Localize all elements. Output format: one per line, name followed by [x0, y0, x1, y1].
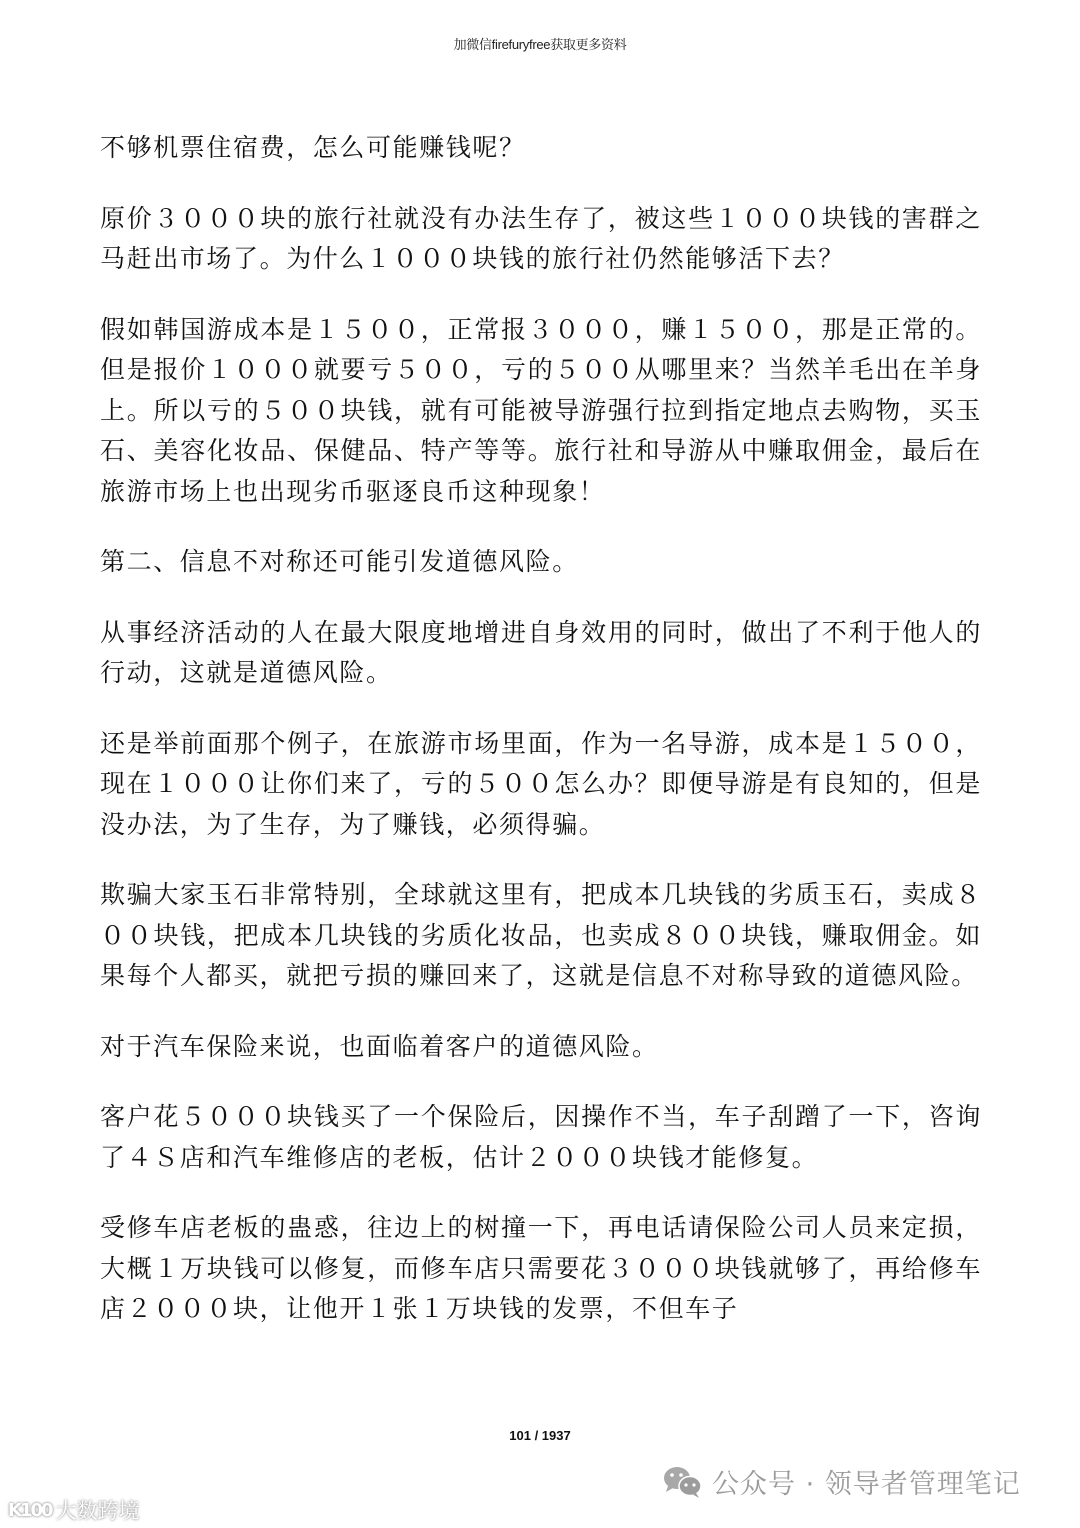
- page-header: 加微信firefuryfree获取更多资料: [453, 37, 627, 52]
- page-number: 101 / 1937: [509, 1428, 571, 1443]
- paragraph: 假如韩国游成本是１５００，正常报３０００，赚１５００，那是正常的。但是报价１０００就要亏５００，亏的５００从哪里来？当然羊毛出在羊身上。所以亏的５００块钱，就有可能被导游强行拉到指定地点去购物，买玉石、美容化妆品、保健品、特产等等。旅行社和导游从中赚取佣金，最后在旅游市场上也出现劣币驱逐良币这种现象！: [100, 314, 982, 506]
- wechat-icon: [662, 1465, 704, 1499]
- watermark-left: [8, 1495, 140, 1525]
- watermark-right: [662, 1462, 1021, 1501]
- brand-logo-icon: K100: [8, 1499, 52, 1521]
- paragraph: 客户花５０００块钱买了一个保险后，因操作不当，车子刮蹭了一下，咨询了４Ｓ店和汽车维修店的老板，估计２０００块钱才能修复。: [100, 1102, 982, 1172]
- paragraph: 对于汽车保险来说，也面临着客户的道德风险。: [100, 1031, 659, 1061]
- paragraph: 还是举前面那个例子，在旅游市场里面，作为一名导游，成本是１５００，现在１０００让你们来了，亏的５００怎么办？即便导游是有良知的，但是没办法，为了生存，为了赚钱，必须得骗。: [100, 728, 982, 839]
- paragraph: 不够机票住宿费，怎么可能赚钱呢？: [100, 133, 526, 162]
- paragraph: 受修车店老板的蛊惑，往边上的树撞一下，再电话请保险公司人员来定损，大概１万块钱可以修复，而修车店只需要花３０００块钱就够了，再给修车店２０００块，让他开１张１万块钱的发票，不但车子: [100, 1213, 982, 1323]
- paragraph: 原价３０００块的旅行社就没有办法生存了，被这些１０００块钱的害群之马赶出市场了。为什么１０００块钱的旅行社仍然能够活下去？: [100, 203, 982, 273]
- document-body: [100, 128, 982, 1330]
- watermark-left-text: 大数跨境: [55, 1499, 140, 1523]
- paragraph: 从事经济活动的人在最大限度地增进自身效用的同时，做出了不利于他人的行动，这就是道德风险。: [100, 617, 982, 687]
- paragraph: 第二、信息不对称还可能引发道德风险。: [100, 547, 579, 576]
- watermark-right-text: 公众号 · 领导者管理笔记: [712, 1469, 1021, 1500]
- paragraph: 欺骗大家玉石非常特别，全球就这里有，把成本几块钱的劣质玉石，卖成８００块钱，把成本几块钱的劣质化妆品，也卖成８００块钱，赚取佣金。如果每个人都买，就把亏损的赚回来了，这就是信息不对称导致的道德风险。: [100, 880, 982, 990]
